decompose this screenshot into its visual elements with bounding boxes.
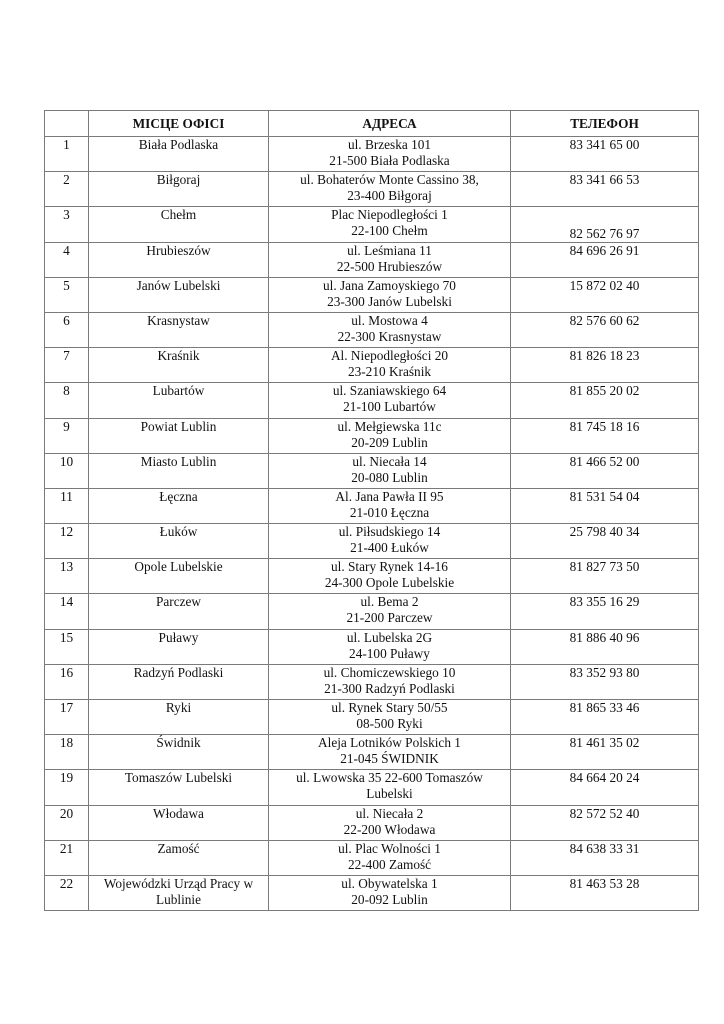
address-line: ul. Piłsudskiego 14 xyxy=(338,524,441,540)
row-number: 10 xyxy=(45,453,89,488)
office-location xyxy=(89,242,269,277)
office-location xyxy=(89,770,269,805)
address-line: ul. Jana Zamoyskiego 70 xyxy=(323,277,456,293)
address-line: ul. Obywatelska 1 xyxy=(341,875,438,891)
office-location xyxy=(89,735,269,770)
address-line: Plac Niepodległości 1 xyxy=(331,207,448,223)
office-address xyxy=(269,700,511,735)
office-phone: 15 872 02 40 xyxy=(511,277,699,312)
row-number: 2 xyxy=(45,172,89,207)
table-row xyxy=(45,559,699,594)
address-line: ul. Bema 2 xyxy=(360,594,419,610)
address-line: ul. Szaniawskiego 64 xyxy=(332,383,447,399)
office-phone: 82 562 76 97 xyxy=(511,207,699,242)
row-number: 5 xyxy=(45,277,89,312)
address-line: Aleja Lotników Polskich 1 xyxy=(318,735,461,751)
address-line: ul. Rynek Stary 50/55 xyxy=(331,700,448,715)
table-row xyxy=(45,418,699,453)
office-location xyxy=(89,172,269,207)
address-line: 24-100 Puławy xyxy=(349,645,430,661)
address-line: 20-080 Lublin xyxy=(351,469,428,485)
office-address xyxy=(269,805,511,840)
address-line: Lubelski xyxy=(366,786,413,802)
address-line: ul. Lwowska 35 22-600 Tomaszów xyxy=(296,770,483,786)
office-location-line: Zamość xyxy=(157,840,200,856)
address-line: ul. Mełgiewska 11c xyxy=(337,418,442,434)
office-phone: 81 531 54 04 xyxy=(511,488,699,523)
address-line: ul. Plac Wolności 1 xyxy=(338,840,441,856)
address-line: 21-045 ŚWIDNIK xyxy=(340,751,439,767)
address-line: ul. Lubelska 2G xyxy=(346,629,433,645)
table-row xyxy=(45,664,699,699)
office-phone: 84 638 33 31 xyxy=(511,840,699,875)
address-line: 23-400 Biłgoraj xyxy=(347,188,432,204)
table-row xyxy=(45,770,699,805)
table-row xyxy=(45,629,699,664)
office-phone: 84 696 26 91 xyxy=(511,242,699,277)
office-phone: 83 355 16 29 xyxy=(511,594,699,629)
office-phone: 81 855 20 02 xyxy=(511,383,699,418)
office-address xyxy=(269,629,511,664)
office-location-line: Parczew xyxy=(155,594,202,610)
office-location xyxy=(89,805,269,840)
office-location xyxy=(89,488,269,523)
table-row xyxy=(45,488,699,523)
table-row xyxy=(45,875,699,910)
row-number: 9 xyxy=(45,418,89,453)
office-location-line: Opole Lubelskie xyxy=(134,559,223,575)
row-number: 22 xyxy=(45,875,89,910)
office-location-line: Janów Lubelski xyxy=(136,277,221,293)
office-phone: 83 341 65 00 xyxy=(511,137,699,172)
office-location-line: Biłgoraj xyxy=(156,172,201,188)
office-address xyxy=(269,735,511,770)
office-address xyxy=(269,207,511,242)
office-phone: 81 466 52 00 xyxy=(511,453,699,488)
row-number: 1 xyxy=(45,137,89,172)
row-number: 18 xyxy=(45,735,89,770)
office-location-line: Radzyń Podlaski xyxy=(133,664,224,680)
office-phone: 82 576 60 62 xyxy=(511,312,699,347)
row-number: 20 xyxy=(45,805,89,840)
row-number: 7 xyxy=(45,348,89,383)
address-line: 20-209 Lublin xyxy=(351,434,428,450)
office-phone: 82 572 52 40 xyxy=(511,805,699,840)
address-line: ul. Leśmiana 11 xyxy=(347,242,432,258)
offices-table xyxy=(44,110,699,911)
office-address xyxy=(269,664,511,699)
address-line: 21-010 Łęczna xyxy=(349,504,430,520)
row-number: 15 xyxy=(45,629,89,664)
row-number: 17 xyxy=(45,700,89,735)
office-location xyxy=(89,840,269,875)
address-line: 21-300 Radzyń Podlaski xyxy=(324,680,455,696)
address-line: 22-500 Hrubieszów xyxy=(336,258,443,274)
table-row xyxy=(45,242,699,277)
table-row xyxy=(45,348,699,383)
office-location xyxy=(89,383,269,418)
office-location-line: Łuków xyxy=(159,524,198,540)
table-row xyxy=(45,277,699,312)
table-row xyxy=(45,453,699,488)
row-number: 19 xyxy=(45,770,89,805)
row-number: 12 xyxy=(45,524,89,559)
office-address xyxy=(269,488,511,523)
address-line: ul. Bohaterów Monte Cassino 38, xyxy=(300,172,479,188)
office-phone: 83 352 93 80 xyxy=(511,664,699,699)
office-phone: 81 886 40 96 xyxy=(511,629,699,664)
row-number: 4 xyxy=(45,242,89,277)
office-address xyxy=(269,348,511,383)
address-line: ul. Stary Rynek 14-16 xyxy=(331,559,448,575)
table-row xyxy=(45,524,699,559)
office-location-line: Włodawa xyxy=(153,805,204,821)
office-location xyxy=(89,524,269,559)
row-number: 13 xyxy=(45,559,89,594)
office-location-line: Łęczna xyxy=(159,488,198,504)
address-line: ul. Mostowa 4 xyxy=(351,312,428,328)
address-line: 23-210 Kraśnik xyxy=(347,364,432,380)
table-header-row xyxy=(45,111,699,137)
office-location-line: Biała Podlaska xyxy=(138,137,219,152)
table-row xyxy=(45,700,699,735)
office-address xyxy=(269,312,511,347)
address-line: 22-100 Chełm xyxy=(351,223,428,239)
row-number: 8 xyxy=(45,383,89,418)
table-row xyxy=(45,137,699,172)
office-location-line: Krasnystaw xyxy=(147,312,210,328)
row-number: 6 xyxy=(45,312,89,347)
table-row xyxy=(45,383,699,418)
address-line: 22-400 Zamość xyxy=(347,856,432,872)
office-location xyxy=(89,664,269,699)
address-line: ul. Brzeska 101 xyxy=(347,137,432,152)
table-row xyxy=(45,735,699,770)
address-line: 20-092 Lublin xyxy=(351,891,428,907)
office-phone: 84 664 20 24 xyxy=(511,770,699,805)
table-row xyxy=(45,172,699,207)
address-line: ul. Niecała 14 xyxy=(352,453,427,469)
office-location-line: Tomaszów Lubelski xyxy=(124,770,233,786)
office-location xyxy=(89,207,269,242)
address-line: 08-500 Ryki xyxy=(356,716,423,731)
office-location-line: Lublinie xyxy=(155,891,202,907)
office-location-line: Wojewódzki Urząd Pracy w xyxy=(103,875,254,891)
office-location-line: Chełm xyxy=(160,207,197,223)
office-location xyxy=(89,875,269,910)
office-address xyxy=(269,418,511,453)
office-location-line: Kraśnik xyxy=(157,348,200,364)
office-location-line: Lubartów xyxy=(152,383,205,399)
office-address xyxy=(269,242,511,277)
header-number xyxy=(45,111,89,137)
office-phone: 25 798 40 34 xyxy=(511,524,699,559)
address-line: 21-200 Parczew xyxy=(346,610,433,626)
office-address xyxy=(269,277,511,312)
office-address xyxy=(269,172,511,207)
office-phone: 81 827 73 50 xyxy=(511,559,699,594)
office-address xyxy=(269,875,511,910)
office-address xyxy=(269,137,511,172)
office-address xyxy=(269,383,511,418)
office-address xyxy=(269,840,511,875)
table-row xyxy=(45,594,699,629)
address-line: 21-400 Łuków xyxy=(350,540,429,556)
office-address xyxy=(269,453,511,488)
office-phone: 81 865 33 46 xyxy=(511,700,699,735)
office-location xyxy=(89,700,269,735)
table-body xyxy=(45,137,699,911)
office-address xyxy=(269,524,511,559)
office-phone: 81 461 35 02 xyxy=(511,735,699,770)
office-address xyxy=(269,594,511,629)
address-line: 23-300 Janów Lubelski xyxy=(327,293,452,309)
row-number: 3 xyxy=(45,207,89,242)
address-line: Al. Niepodległości 20 xyxy=(330,348,449,364)
header-office-location: МІСЦЕ ОФІСІ xyxy=(89,111,269,137)
office-phone: 81 463 53 28 xyxy=(511,875,699,910)
office-location xyxy=(89,453,269,488)
office-location-line: Miasto Lublin xyxy=(140,453,217,469)
office-location-line: Powiat Lublin xyxy=(140,418,217,434)
address-line: 21-100 Lubartów xyxy=(343,399,436,415)
address-line: Al. Jana Pawła II 95 xyxy=(335,488,444,504)
office-location xyxy=(89,594,269,629)
header-address: АДРЕСА xyxy=(269,111,511,137)
office-location xyxy=(89,312,269,347)
office-location xyxy=(89,137,269,172)
office-location xyxy=(89,629,269,664)
address-line: ul. Chomiczewskiego 10 xyxy=(323,664,456,680)
office-address xyxy=(269,559,511,594)
row-number: 16 xyxy=(45,664,89,699)
table-row xyxy=(45,805,699,840)
table-row xyxy=(45,840,699,875)
office-location-line: Ryki xyxy=(165,700,192,715)
office-location-line: Puławy xyxy=(158,629,199,645)
office-location-line: Świdnik xyxy=(156,735,201,751)
address-line: 21-500 Biała Podlaska xyxy=(329,153,450,168)
address-line: 22-200 Włodawa xyxy=(343,821,436,837)
table-row xyxy=(45,312,699,347)
header-phone: ТЕЛЕФОН xyxy=(511,111,699,137)
row-number: 21 xyxy=(45,840,89,875)
office-phone: 81 745 18 16 xyxy=(511,418,699,453)
office-location xyxy=(89,348,269,383)
row-number: 11 xyxy=(45,488,89,523)
address-line: 22-300 Krasnystaw xyxy=(337,328,442,344)
office-address xyxy=(269,770,511,805)
office-location xyxy=(89,277,269,312)
office-location xyxy=(89,559,269,594)
row-number: 14 xyxy=(45,594,89,629)
office-location-line: Hrubieszów xyxy=(146,242,211,258)
office-phone: 81 826 18 23 xyxy=(511,348,699,383)
address-line: ul. Niecała 2 xyxy=(355,805,424,821)
table-row xyxy=(45,207,699,242)
office-location xyxy=(89,418,269,453)
office-phone: 83 341 66 53 xyxy=(511,172,699,207)
address-line: 24-300 Opole Lubelskie xyxy=(324,575,455,591)
